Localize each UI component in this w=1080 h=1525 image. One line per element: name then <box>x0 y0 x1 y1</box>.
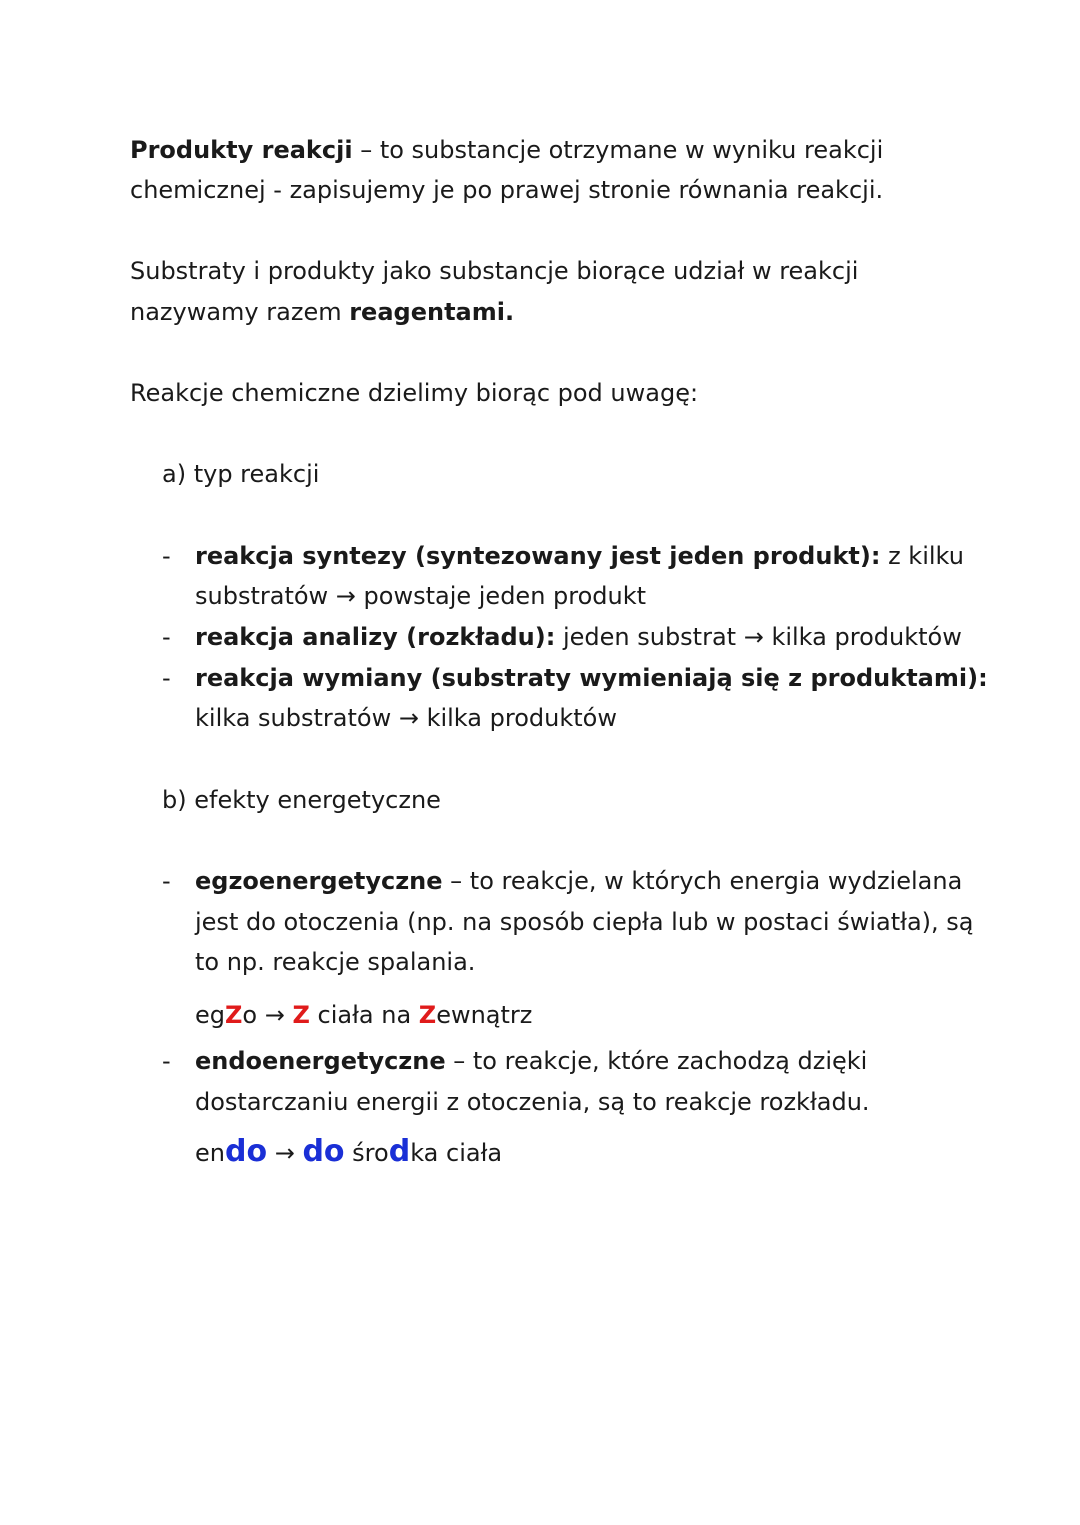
reagents-period: . <box>504 298 515 326</box>
products-term: Produkty reakcji <box>130 136 353 164</box>
analysis-text: jeden substrat → kilka produktów <box>555 623 962 651</box>
endo-item-line-2: dostarczaniu energii z otoczenia, są to reakcje rozkładu. <box>195 1088 870 1116</box>
synthesis-item-line-1 <box>195 540 964 572</box>
mnemonic-highlight: Z <box>225 1001 243 1029</box>
mnemonic-part: śro <box>344 1139 389 1167</box>
exo-text: – to reakcje, w których energia wydzielana <box>442 867 963 895</box>
mnemonic-highlight: Z <box>292 1001 310 1029</box>
analysis-item <box>195 621 962 653</box>
products-definition-text: – to substancje otrzymane w wyniku reakcji <box>352 136 884 164</box>
synthesis-item-line-2: substratów → powstaje jeden produkt <box>195 582 647 610</box>
mnemonic-part: ewnątrz <box>436 1001 533 1029</box>
list-dash: - <box>162 1047 171 1075</box>
reagents-line-2 <box>130 296 514 328</box>
exo-mnemonic <box>195 999 532 1031</box>
exo-item-line-3: to np. reakcje spalania. <box>195 948 476 976</box>
mnemonic-part: ka ciała <box>410 1139 503 1167</box>
list-dash: - <box>162 664 171 692</box>
exo-item-line-2: jest do otoczenia (np. na sposób ciepła lub w postaci światła), są <box>195 908 974 936</box>
list-dash: - <box>162 542 171 570</box>
exchange-term: reakcja wymiany (substraty wymieniają się z produktami): <box>195 664 988 692</box>
analysis-term: reakcja analizy (rozkładu): <box>195 623 556 651</box>
mnemonic-highlight: d <box>388 1134 411 1169</box>
exo-term: egzoenergetyczne <box>195 867 443 895</box>
mnemonic-highlight: do <box>302 1134 345 1169</box>
reagents-text: nazywamy razem <box>130 298 350 326</box>
arrow-icon: → <box>267 1139 303 1167</box>
mnemonic-highlight: Z <box>418 1001 437 1029</box>
mnemonic-part: en <box>195 1139 225 1167</box>
mnemonic-part: ciała na <box>309 1001 419 1029</box>
mnemonic-part: o <box>242 1001 258 1029</box>
mnemonic-part: eg <box>195 1001 225 1029</box>
exchange-item-line-1 <box>195 662 988 694</box>
endo-text: – to reakcje, które zachodzą dzięki <box>445 1047 868 1075</box>
exchange-item-line-2: kilka substratów → kilka produktów <box>195 704 617 732</box>
products-definition-line-1 <box>130 134 883 166</box>
synthesis-text: z kilku <box>880 542 964 570</box>
section-a-heading: a) typ reakcji <box>162 460 320 488</box>
endo-mnemonic <box>195 1136 502 1169</box>
endo-term: endoenergetyczne <box>195 1047 446 1075</box>
list-dash: - <box>162 867 171 895</box>
synthesis-term: reakcja syntezy (syntezowany jest jeden produkt): <box>195 542 881 570</box>
reagents-line-1: Substraty i produkty jako substancje biorące udział w reakcji <box>130 257 859 285</box>
classification-intro: Reakcje chemiczne dzielimy biorąc pod uwagę: <box>130 379 699 407</box>
list-dash: - <box>162 623 171 651</box>
reagents-term: reagentami <box>349 298 505 326</box>
mnemonic-highlight: do <box>224 1134 268 1169</box>
section-b-heading: b) efekty energetyczne <box>162 786 441 814</box>
endo-item-line-1 <box>195 1045 867 1077</box>
exo-item-line-1 <box>195 865 962 897</box>
products-definition-line-2: chemicznej - zapisujemy je po prawej stronie równania reakcji. <box>130 176 884 204</box>
arrow-icon: → <box>257 1001 293 1029</box>
